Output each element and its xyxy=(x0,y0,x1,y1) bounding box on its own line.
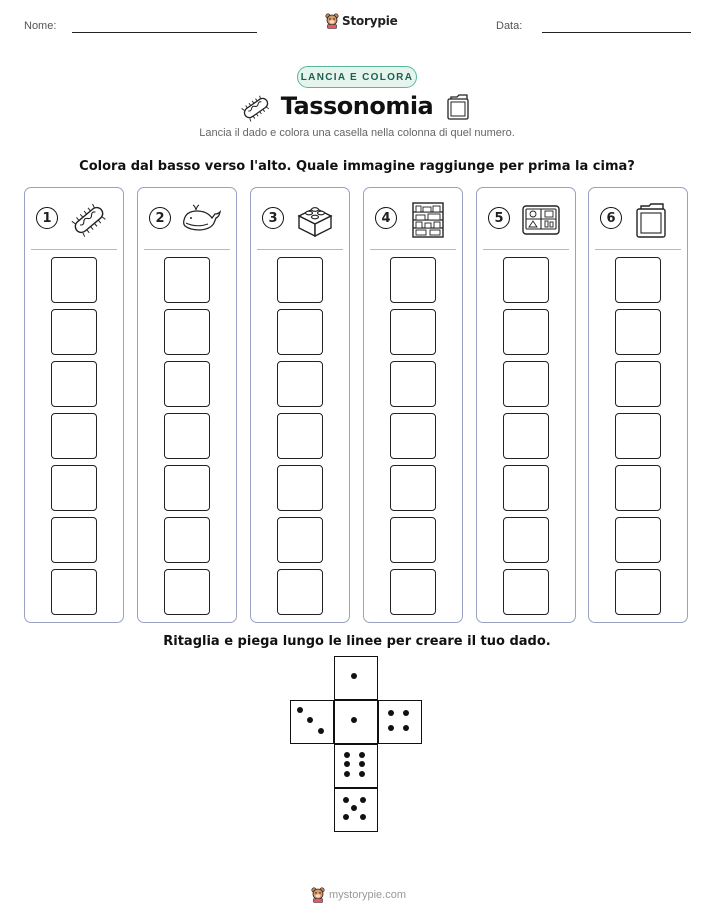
bear-mascot-icon xyxy=(325,13,339,29)
die-face-4 xyxy=(378,700,422,744)
color-box[interactable] xyxy=(164,517,210,563)
pip xyxy=(344,761,350,767)
column-1 xyxy=(24,187,124,623)
color-box[interactable] xyxy=(277,257,323,303)
sorting-tray-icon xyxy=(521,200,561,240)
pip xyxy=(388,710,394,716)
color-box[interactable] xyxy=(277,361,323,407)
folder-icon xyxy=(446,92,472,122)
pip xyxy=(351,717,357,723)
pip xyxy=(359,771,365,777)
column-divider xyxy=(595,249,681,250)
building-block-icon xyxy=(295,200,335,240)
color-box[interactable] xyxy=(164,361,210,407)
column-divider xyxy=(31,249,117,250)
column-number: 1 xyxy=(36,207,58,229)
color-box[interactable] xyxy=(277,309,323,355)
cut-instruction: Ritaglia e piega lungo le linee per creare il tuo dado. xyxy=(163,634,551,649)
color-box[interactable] xyxy=(503,569,549,615)
color-box[interactable] xyxy=(51,465,97,511)
column-number: 3 xyxy=(262,207,284,229)
color-box[interactable] xyxy=(51,569,97,615)
color-box[interactable] xyxy=(503,517,549,563)
color-box[interactable] xyxy=(164,257,210,303)
color-box[interactable] xyxy=(51,361,97,407)
date-line[interactable] xyxy=(542,32,691,33)
column-number: 6 xyxy=(600,207,622,229)
name-line[interactable] xyxy=(72,32,257,33)
bacteria-icon xyxy=(69,200,109,240)
pip xyxy=(297,707,303,713)
color-box[interactable] xyxy=(277,413,323,459)
die-face-3 xyxy=(290,700,334,744)
color-box[interactable] xyxy=(390,465,436,511)
shelf-icon xyxy=(408,200,448,240)
color-box[interactable] xyxy=(615,569,661,615)
die-face-1 xyxy=(334,700,378,744)
color-box[interactable] xyxy=(390,569,436,615)
color-box[interactable] xyxy=(51,413,97,459)
column-divider xyxy=(483,249,569,250)
column-number: 2 xyxy=(149,207,171,229)
pip xyxy=(344,752,350,758)
pip xyxy=(351,673,357,679)
column-number: 5 xyxy=(488,207,510,229)
color-box[interactable] xyxy=(503,309,549,355)
color-box[interactable] xyxy=(503,413,549,459)
color-box[interactable] xyxy=(390,309,436,355)
column-4 xyxy=(363,187,463,623)
color-box[interactable] xyxy=(277,569,323,615)
column-divider xyxy=(370,249,456,250)
column-6 xyxy=(588,187,688,623)
column-divider xyxy=(257,249,343,250)
brand-logo xyxy=(325,13,398,29)
pip xyxy=(388,725,394,731)
page-title: Tassonomia xyxy=(280,92,434,120)
pip xyxy=(403,725,409,731)
pip xyxy=(360,797,366,803)
color-box[interactable] xyxy=(503,361,549,407)
column-number: 4 xyxy=(375,207,397,229)
color-box[interactable] xyxy=(390,361,436,407)
column-2 xyxy=(137,187,237,623)
subtitle: Lancia il dado e colora una casella nella colonna di quel numero. xyxy=(199,127,515,139)
color-box[interactable] xyxy=(164,465,210,511)
color-box[interactable] xyxy=(390,257,436,303)
pip xyxy=(343,814,349,820)
footer xyxy=(311,887,406,903)
column-5 xyxy=(476,187,576,623)
color-box[interactable] xyxy=(615,517,661,563)
column-3 xyxy=(250,187,350,623)
color-box[interactable] xyxy=(615,361,661,407)
color-box[interactable] xyxy=(390,413,436,459)
whale-icon xyxy=(182,200,222,240)
die-face-5 xyxy=(334,788,378,832)
color-box[interactable] xyxy=(51,517,97,563)
color-box[interactable] xyxy=(503,465,549,511)
pip xyxy=(307,717,313,723)
pip xyxy=(359,761,365,767)
name-label: Nome: xyxy=(24,20,57,32)
pip xyxy=(360,814,366,820)
color-box[interactable] xyxy=(277,465,323,511)
pip xyxy=(351,805,357,811)
pip xyxy=(344,771,350,777)
die-face-6 xyxy=(334,744,378,788)
die-face-1 xyxy=(334,656,378,700)
pip xyxy=(343,797,349,803)
color-box[interactable] xyxy=(51,257,97,303)
color-box[interactable] xyxy=(615,257,661,303)
brand-name: Storypie xyxy=(342,14,398,28)
footer-url[interactable]: mystorypie.com xyxy=(329,889,407,901)
color-box[interactable] xyxy=(503,257,549,303)
column-divider xyxy=(144,249,230,250)
color-box[interactable] xyxy=(615,465,661,511)
color-box[interactable] xyxy=(277,517,323,563)
instruction-text: Colora dal basso verso l'alto. Quale immagine raggiunge per prima la cima? xyxy=(79,159,635,174)
color-box[interactable] xyxy=(615,309,661,355)
color-box[interactable] xyxy=(164,309,210,355)
folder-icon xyxy=(633,200,673,240)
pip xyxy=(359,752,365,758)
date-label: Data: xyxy=(496,20,523,32)
color-box[interactable] xyxy=(615,413,661,459)
color-box[interactable] xyxy=(390,517,436,563)
color-box[interactable] xyxy=(164,569,210,615)
color-box[interactable] xyxy=(164,413,210,459)
color-box[interactable] xyxy=(51,309,97,355)
bear-mascot-icon xyxy=(311,887,325,903)
pip xyxy=(318,728,324,734)
activity-badge: LANCIA E COLORA xyxy=(297,66,417,88)
pip xyxy=(403,710,409,716)
